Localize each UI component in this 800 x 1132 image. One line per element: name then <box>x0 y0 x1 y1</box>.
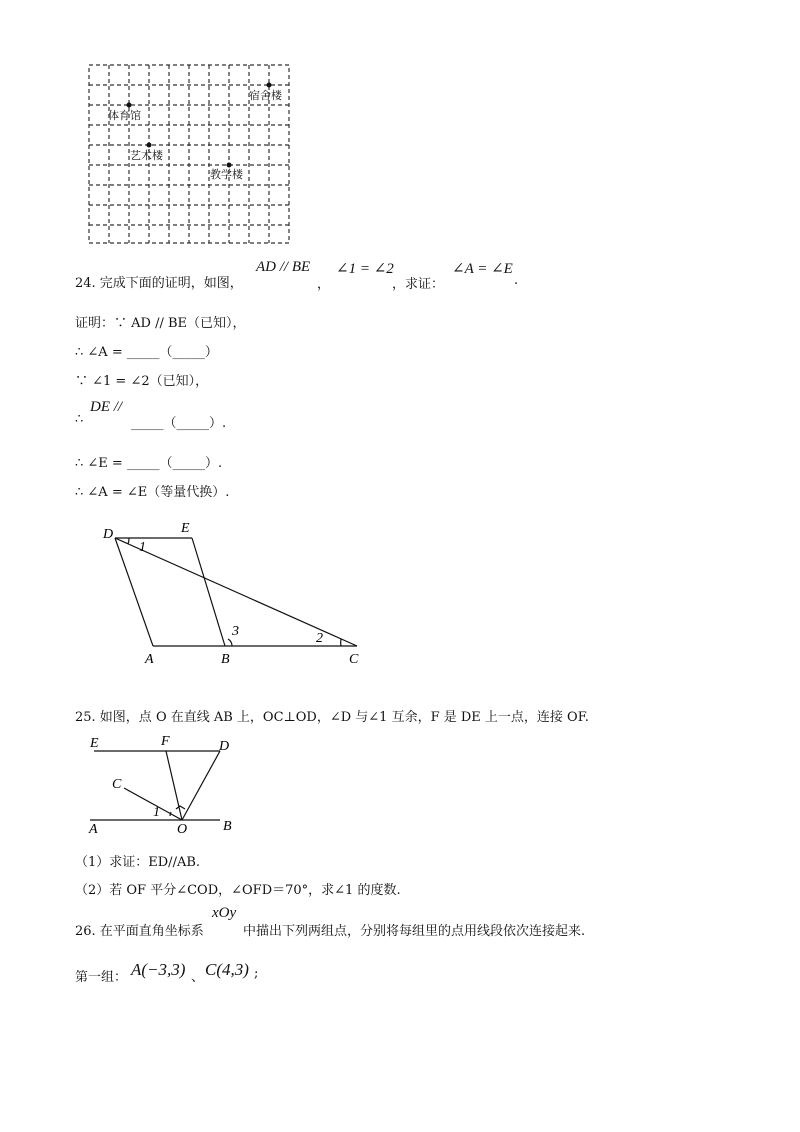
q25-sub1: （1）求证：ED//AB. <box>75 855 201 870</box>
fig25-F: F <box>161 734 170 749</box>
q25-stem: 25. 如图，点 O 在直线 AB 上，OC⊥OD，∠D 与∠1 互余，F 是 DE 上一点，连接 OF. <box>75 710 589 725</box>
proof-line-3: ∵ ∠1 = ∠2（已知）， <box>75 374 209 389</box>
proof-line-6: ∴ ∠A = ∠E（等量代换）. <box>75 485 230 500</box>
fig25-A: A <box>89 822 98 837</box>
q26-end: ; <box>254 966 259 981</box>
label-yishu: 艺术楼 <box>130 149 163 162</box>
q26-xoy: xOy <box>212 905 237 921</box>
fig24-A: A <box>145 652 154 667</box>
fig25-angle1: 1 <box>153 805 160 820</box>
fig25-E: E <box>90 736 99 751</box>
proof-line-1: 证明：∵ AD // BE（已知）， <box>75 316 246 331</box>
jiaoxue-point <box>227 163 232 168</box>
q24-sep1: ， <box>317 277 331 292</box>
label-tiyu: 体育馆 <box>108 109 141 122</box>
q24-end: . <box>514 273 519 288</box>
fig24-C: C <box>349 652 359 667</box>
proof-line-5: ∴ ∠E = _____（_____）. <box>75 456 223 471</box>
fig24-angle1: 1 <box>139 540 146 555</box>
q24-given1: AD // BE <box>256 259 311 275</box>
q26-pointC: C(4,3) <box>205 960 249 979</box>
fig24-D: D <box>103 527 114 542</box>
proof-line-4-therefore: ∴ <box>75 412 84 427</box>
proof-line-4-top: DE // <box>90 399 123 415</box>
yishu-point <box>147 143 152 148</box>
campus-grid-map <box>86 63 292 245</box>
q24-prefix: 24. 完成下面的证明，如图， <box>75 276 243 291</box>
proof-line-2: ∴ ∠A = _____（_____） <box>75 345 218 360</box>
fig25-B: B <box>223 819 232 834</box>
fig24-B: B <box>221 652 230 667</box>
q26-pointA: A(−3,3) <box>131 960 186 979</box>
q24-figure <box>95 518 375 668</box>
q26-group1-label: 第一组： <box>75 970 128 985</box>
q25-sub2: （2）若 OF 平分∠COD，∠OFD＝70°，求∠1 的度数. <box>75 883 401 898</box>
label-sushe: 宿舍楼 <box>249 89 282 102</box>
fig24-E: E <box>181 521 190 536</box>
q24-given2: ∠1 = ∠2 <box>336 261 394 277</box>
sushe-point <box>267 83 272 88</box>
q24-mid: ，求证： <box>392 277 445 292</box>
q26-suffix: 中描出下列两组点，分别将每组里的点用线段依次连接起来. <box>243 924 586 939</box>
tiyu-point <box>127 103 132 108</box>
q25-figure <box>86 733 246 837</box>
fig25-O: O <box>177 822 188 837</box>
proof-line-4-blank: _____（_____）. <box>131 416 227 431</box>
fig25-C: C <box>112 777 122 792</box>
fig24-angle2: 2 <box>316 631 323 646</box>
fig25-D: D <box>219 739 230 754</box>
q26-prefix: 26. 在平面直角坐标系 <box>75 924 204 939</box>
q26-sep: 、 <box>191 970 205 985</box>
fig24-angle3: 3 <box>232 624 239 639</box>
q24-goal: ∠A = ∠E <box>452 261 513 277</box>
label-jiaoxue: 教学楼 <box>210 168 243 181</box>
